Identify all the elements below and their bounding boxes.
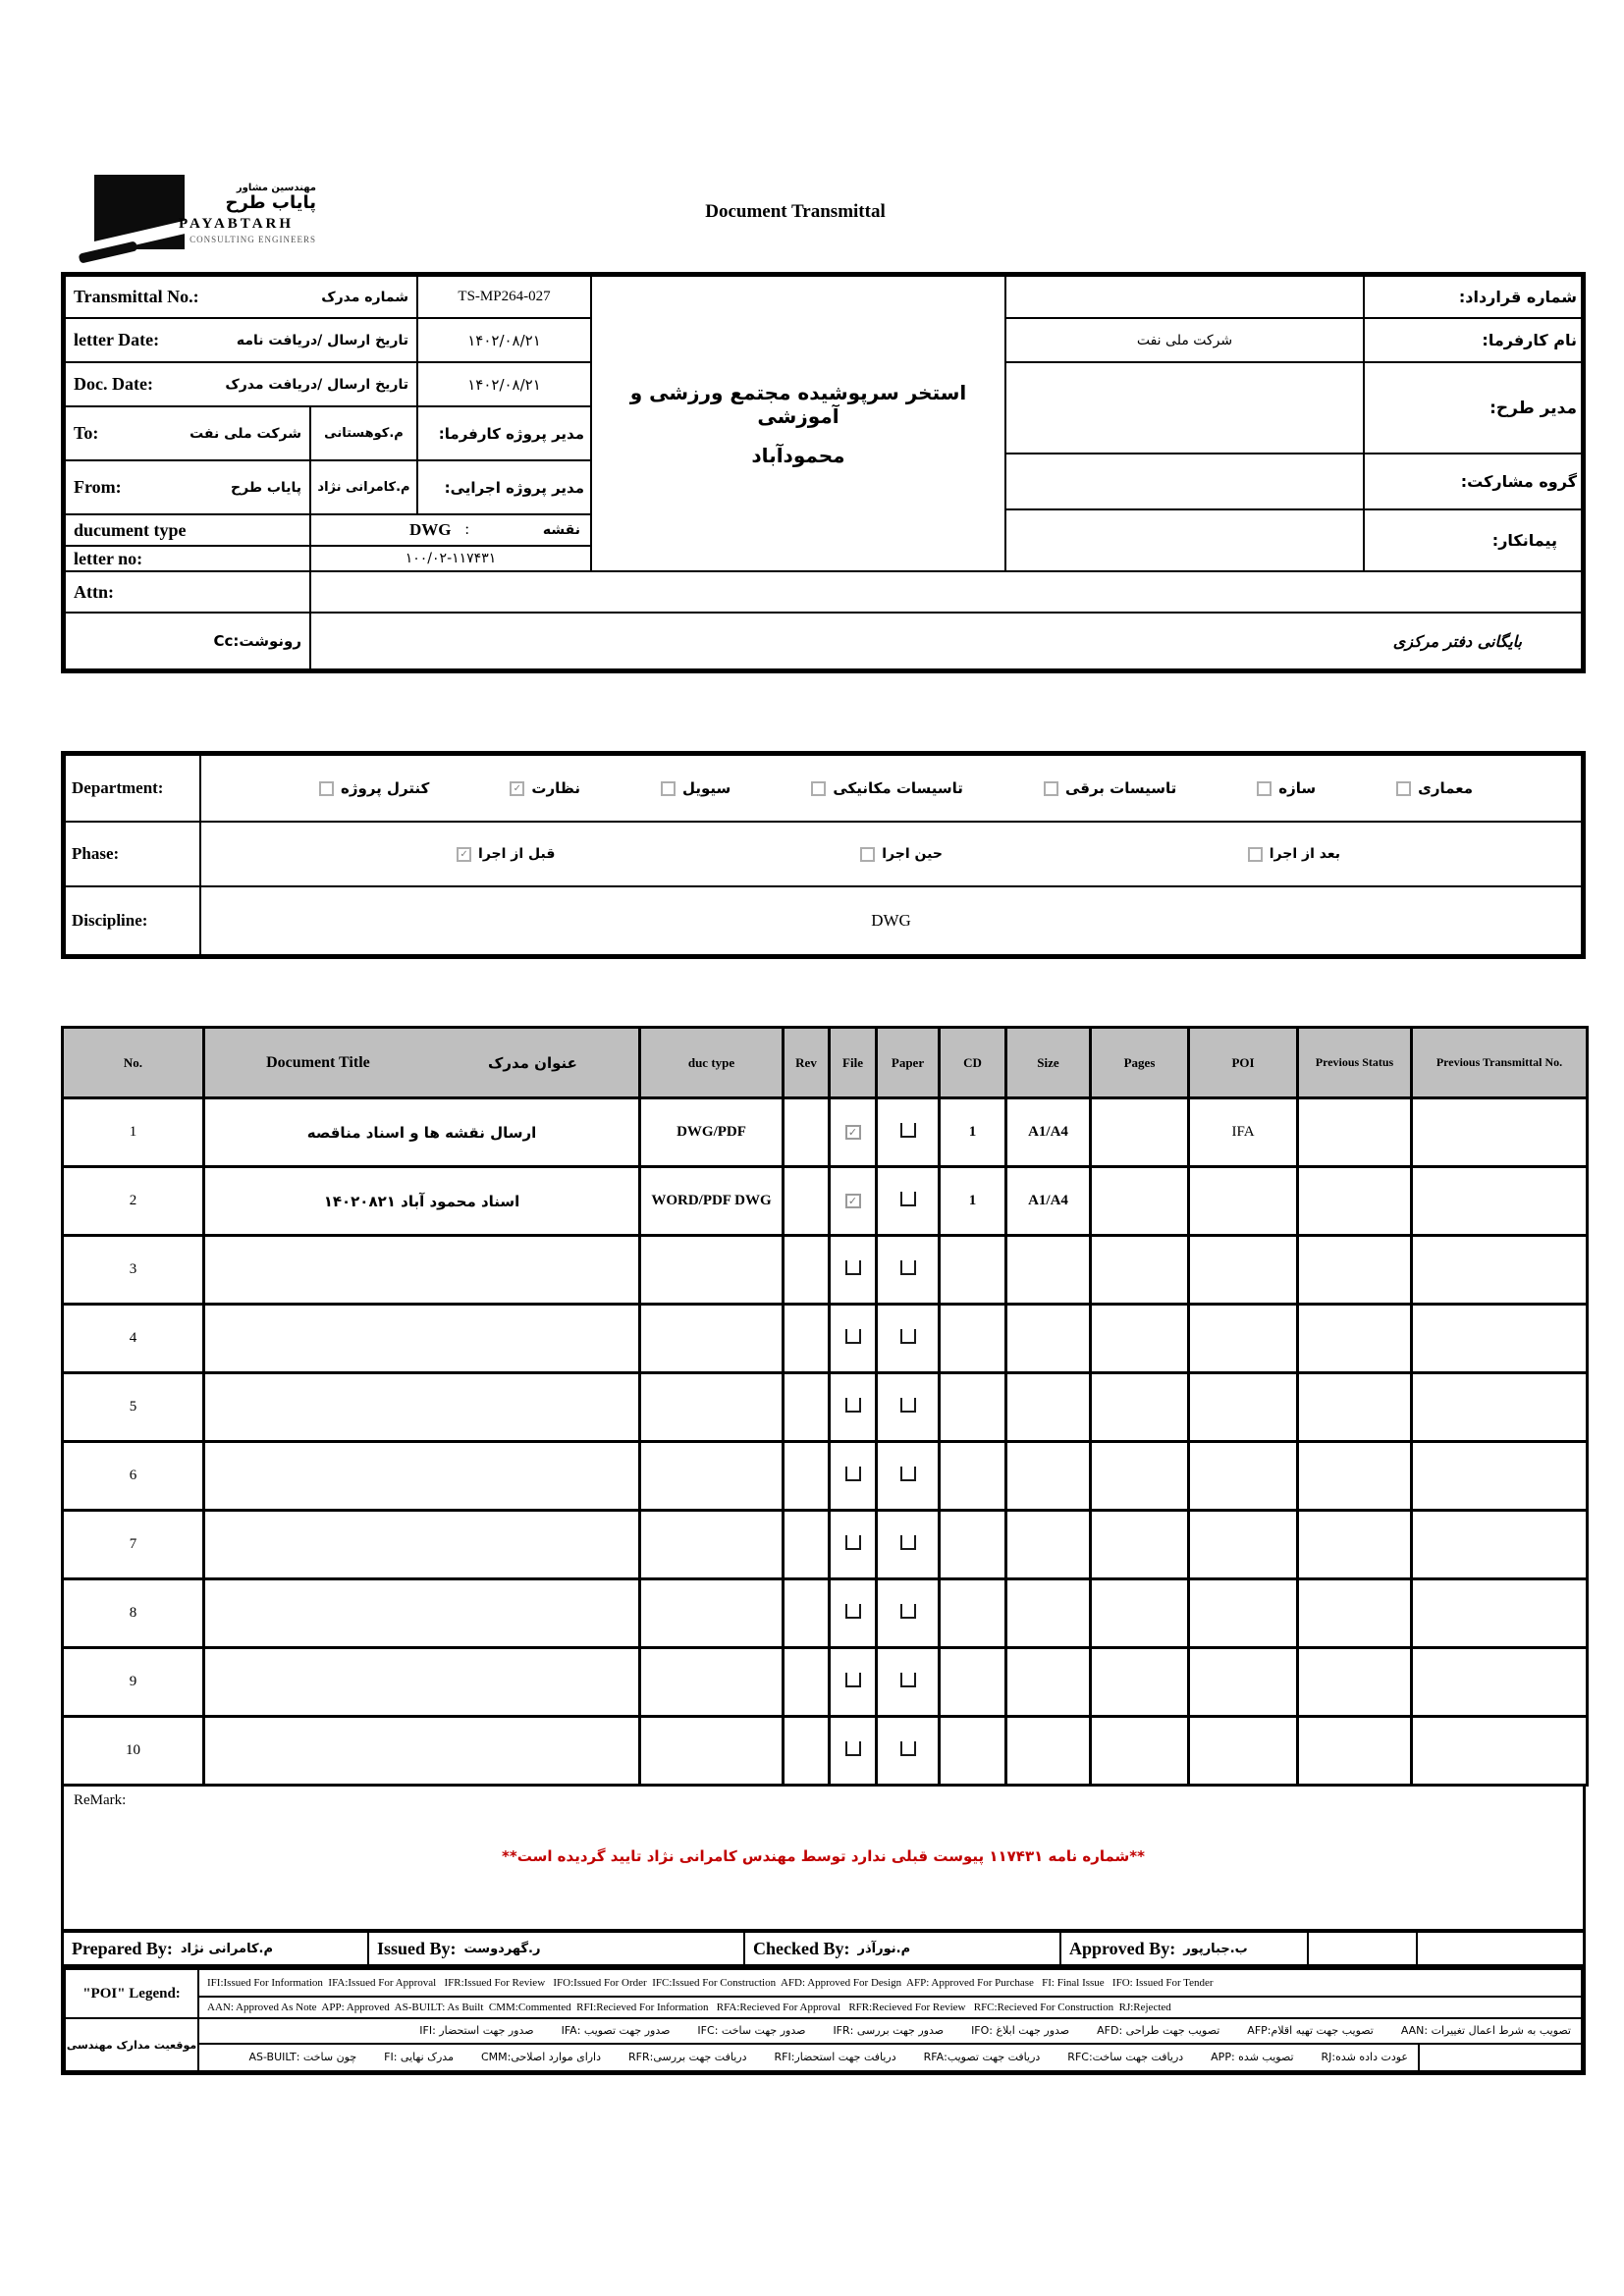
col-title <box>204 1028 640 1098</box>
contractor-label: پیمانکار: <box>1363 508 1583 572</box>
row-size <box>1006 1579 1091 1648</box>
logo-fa-name: پایاب طرح <box>225 192 316 213</box>
logo-en-name: PAYABTARH <box>179 216 295 232</box>
row-rev <box>784 1167 830 1236</box>
department-option <box>811 779 963 797</box>
row-prev-status <box>1298 1236 1412 1305</box>
row-no: 1 <box>63 1098 204 1167</box>
table-row <box>63 1373 1588 1442</box>
filters-table <box>61 751 1586 959</box>
approved-by-name: ب.جبارپور <box>1183 1941 1248 1956</box>
table-row <box>63 1442 1588 1511</box>
file-checkbox[interactable] <box>845 1535 861 1550</box>
table-row <box>63 1167 1588 1236</box>
row-no: 8 <box>63 1579 204 1648</box>
file-checkbox[interactable]: ✓ <box>845 1194 861 1208</box>
col-cd: CD <box>940 1028 1006 1098</box>
letter-date-label-en: letter Date: <box>74 330 160 349</box>
department-checkbox[interactable]: ✓ <box>510 781 524 796</box>
file-checkbox[interactable] <box>845 1329 861 1344</box>
approved-by-label: Approved By: <box>1069 1938 1176 1958</box>
row-ductype <box>640 1648 784 1717</box>
row-paper-cell <box>877 1305 940 1373</box>
row-ductype <box>640 1373 784 1442</box>
row-prev-transmittal <box>1412 1648 1588 1717</box>
remark-text: **شماره نامه ۱۱۷۴۳۱ پیوست قبلی ندارد توسط مهندس کامرانی نژاد تایید گردیده است** <box>502 1847 1145 1865</box>
row-size <box>1006 1236 1091 1305</box>
paper-checkbox[interactable] <box>900 1260 916 1275</box>
discipline-label-cell <box>64 885 201 956</box>
phase-option-label: حین اجرا <box>882 846 943 862</box>
department-option <box>1044 779 1176 797</box>
row-title <box>204 1717 640 1786</box>
row-poi <box>1189 1717 1298 1786</box>
paper-checkbox[interactable] <box>900 1398 916 1413</box>
row-poi <box>1189 1648 1298 1717</box>
row-paper-cell <box>877 1098 940 1167</box>
row-rev <box>784 1717 830 1786</box>
department-option-label: تاسیسات برقی <box>1064 779 1177 797</box>
letter-date-value: ۱۴۰۲/۰۸/۲۱ <box>416 317 592 363</box>
transmittal-no-value: TS-MP264-027 <box>416 275 592 319</box>
row-cd <box>940 1511 1006 1579</box>
issued-by-label: Issued By: <box>377 1938 457 1958</box>
col-no: No. <box>63 1028 204 1098</box>
phase-label-cell <box>64 821 201 887</box>
phase-option <box>860 846 943 862</box>
row-pages <box>1091 1511 1189 1579</box>
row-title <box>204 1648 640 1717</box>
row-ductype <box>640 1717 784 1786</box>
letter-no-label-cell <box>64 545 311 572</box>
row-prev-transmittal <box>1412 1717 1588 1786</box>
row-rev <box>784 1236 830 1305</box>
row-rev <box>784 1442 830 1511</box>
remark-label: ReMark: <box>74 1792 127 1808</box>
row-no: 9 <box>63 1648 204 1717</box>
row-prev-status <box>1298 1373 1412 1442</box>
row-prev-status <box>1298 1098 1412 1167</box>
department-options <box>199 754 1583 823</box>
phase-checkbox[interactable]: ✓ <box>457 847 471 862</box>
row-prev-transmittal <box>1412 1305 1588 1373</box>
row-cd <box>940 1579 1006 1648</box>
phase-checkbox[interactable] <box>860 847 875 862</box>
row-prev-transmittal <box>1412 1442 1588 1511</box>
row-file-cell <box>830 1717 877 1786</box>
letter-date-label-fa: تاریخ ارسال /دریافت نامه <box>236 332 408 348</box>
client-pm-label: مدیر پروژه کارفرما: <box>416 405 592 461</box>
signature-empty-cell <box>1309 1933 1418 1964</box>
doc-date-label-en: Doc. Date: <box>74 374 153 394</box>
header-table <box>61 272 1586 673</box>
row-poi <box>1189 1305 1298 1373</box>
document-type-colon: : <box>464 521 469 538</box>
checked-by-name: م.نورآذر <box>857 1941 911 1956</box>
row-prev-transmittal <box>1412 1579 1588 1648</box>
row-title <box>204 1373 640 1442</box>
logo-en-subtitle: CONSULTING ENGINEERS <box>189 235 316 244</box>
table-row <box>63 1579 1588 1648</box>
row-pages <box>1091 1579 1189 1648</box>
contractor-value <box>1004 508 1365 572</box>
doc-date-value: ۱۴۰۲/۰۸/۲۱ <box>416 361 592 407</box>
row-title <box>204 1305 640 1373</box>
row-poi <box>1189 1167 1298 1236</box>
department-option <box>1257 779 1316 797</box>
row-ductype <box>640 1511 784 1579</box>
legend-empty-cell <box>1418 2043 1583 2072</box>
row-pages <box>1091 1648 1189 1717</box>
legend-line-3: تصویب به شرط اعمال تغییرات :AAN تصویب جهت تهیه اقلام:AFP تصویب جهت طراحی :AFD صدور جهت ابلاغ :IFO صدور جهت بررسی :IFR صدور جهت ساخت :IFC صدور جهت تصویب :IFA صدور جهت استحضار :IFI <box>197 2017 1583 2045</box>
row-cd: 1 <box>940 1098 1006 1167</box>
row-title <box>204 1579 640 1648</box>
paper-checkbox[interactable] <box>900 1192 916 1206</box>
legend-line-1: IFI:Issued For Information IFA:Issued For Approval IFR:Issued For Review IFO:Issued For Order IFC:Issued For Construction AFD: Approved For Design AFP: Approved For Purchase FI: Final Issue IFO: Issued For Tender <box>197 1968 1583 1998</box>
row-rev <box>784 1098 830 1167</box>
from-cell <box>64 459 311 515</box>
row-size: A1/A4 <box>1006 1167 1091 1236</box>
department-option-label: نظارت <box>531 779 580 797</box>
project-title-line2: محمودآباد <box>751 443 845 467</box>
paper-checkbox[interactable] <box>900 1673 916 1687</box>
row-poi <box>1189 1579 1298 1648</box>
col-prev-transmittal: Previous Transmittal No. <box>1412 1028 1588 1098</box>
client-name-value: شرکت ملی نفت <box>1004 317 1365 363</box>
plan-manager-value <box>1004 361 1365 454</box>
prepared-by-label: Prepared By: <box>72 1938 173 1958</box>
plan-manager-label: مدیر طرح: <box>1363 361 1583 454</box>
department-checkbox[interactable] <box>1257 781 1272 796</box>
document-type-fa: نقشه <box>542 522 580 538</box>
department-option <box>510 779 580 797</box>
row-cd <box>940 1717 1006 1786</box>
from-person: م.کامرانی نژاد <box>309 459 418 515</box>
row-paper-cell <box>877 1579 940 1648</box>
document-type-label: ducument type <box>74 519 187 540</box>
row-ductype: DWG/PDF <box>640 1098 784 1167</box>
row-file-cell <box>830 1236 877 1305</box>
paper-checkbox[interactable] <box>900 1467 916 1481</box>
attn-value <box>309 570 1583 614</box>
cc-label: رونوشت:Cc <box>64 612 311 670</box>
to-person: م.کوهستانی <box>309 405 418 461</box>
row-ductype: WORD/PDF DWG <box>640 1167 784 1236</box>
department-checkbox[interactable] <box>1044 781 1058 796</box>
row-file-cell <box>830 1305 877 1373</box>
row-size: A1/A4 <box>1006 1098 1091 1167</box>
row-prev-transmittal <box>1412 1511 1588 1579</box>
file-checkbox[interactable] <box>845 1398 861 1413</box>
client-name-label: نام کارفرما: <box>1363 317 1583 363</box>
checked-by-cell <box>745 1933 1061 1964</box>
partnership-value <box>1004 453 1365 510</box>
row-file-cell <box>830 1648 877 1717</box>
row-poi <box>1189 1511 1298 1579</box>
row-rev <box>784 1648 830 1717</box>
row-no: 4 <box>63 1305 204 1373</box>
row-paper-cell <box>877 1717 940 1786</box>
issued-by-name: ر.گهردوست <box>463 1941 541 1956</box>
file-checkbox[interactable] <box>845 1467 861 1481</box>
row-paper-cell <box>877 1373 940 1442</box>
row-size <box>1006 1305 1091 1373</box>
row-prev-status <box>1298 1442 1412 1511</box>
row-rev <box>784 1579 830 1648</box>
document-type-value: DWG <box>409 520 452 539</box>
col-pages: Pages <box>1091 1028 1189 1098</box>
prepared-by-cell <box>64 1933 369 1964</box>
department-label: Department: <box>72 778 164 797</box>
department-label-cell <box>64 754 201 823</box>
row-prev-status <box>1298 1717 1412 1786</box>
row-cd <box>940 1648 1006 1717</box>
row-file-cell <box>830 1373 877 1442</box>
row-no: 3 <box>63 1236 204 1305</box>
file-checkbox[interactable]: ✓ <box>845 1125 861 1140</box>
department-checkbox[interactable] <box>661 781 676 796</box>
doc-status-label: موقعیت مدارک مهندسی <box>64 2017 199 2072</box>
department-option-label: معماری <box>1418 779 1473 797</box>
row-size <box>1006 1648 1091 1717</box>
row-paper-cell <box>877 1442 940 1511</box>
paper-checkbox[interactable] <box>900 1741 916 1756</box>
row-pages <box>1091 1717 1189 1786</box>
row-pages <box>1091 1305 1189 1373</box>
row-file-cell <box>830 1579 877 1648</box>
department-option <box>1396 779 1473 797</box>
department-checkbox[interactable] <box>319 781 334 796</box>
department-checkbox[interactable] <box>811 781 826 796</box>
legend-line-4: عودت داده شده:RJ تصویب شده :APP دریافت جهت ساخت:RFC دریافت جهت تصویب:RFA دریافت جهت استحضار:RFI دریافت جهت بررسی:RFR دارای موارد اصلاحی:CMM مدرک نهایی :FI چون ساخت :AS-BUILT <box>197 2043 1420 2072</box>
row-size <box>1006 1717 1091 1786</box>
row-paper-cell <box>877 1167 940 1236</box>
cc-value: بایگانی دفتر مرکزی <box>309 612 1583 670</box>
row-prev-status <box>1298 1167 1412 1236</box>
row-prev-status <box>1298 1579 1412 1648</box>
row-no: 2 <box>63 1167 204 1236</box>
row-pages <box>1091 1373 1189 1442</box>
row-poi <box>1189 1236 1298 1305</box>
col-title-en: Document Title <box>266 1053 370 1071</box>
department-option <box>661 779 731 797</box>
logo-fa-tagline: مهندسین مشاور <box>236 183 316 193</box>
table-row <box>63 1098 1588 1167</box>
row-title <box>204 1511 640 1579</box>
row-prev-transmittal <box>1412 1098 1588 1167</box>
discipline-label: Discipline: <box>72 911 148 930</box>
row-cd <box>940 1236 1006 1305</box>
row-size <box>1006 1442 1091 1511</box>
logo-text-block <box>179 183 316 244</box>
col-file: File <box>830 1028 877 1098</box>
row-rev <box>784 1305 830 1373</box>
department-option-label: تاسیسات مکانیکی <box>833 779 963 797</box>
phase-label: Phase: <box>72 844 120 863</box>
row-rev <box>784 1373 830 1442</box>
file-checkbox[interactable] <box>845 1260 861 1275</box>
contract-no-label: شماره قرارداد: <box>1363 275 1583 319</box>
attn-label: Attn: <box>74 581 114 602</box>
remark-section <box>61 1784 1586 1932</box>
project-title-line1: استخر سرپوشیده مجتمع ورزشی و آموزشی <box>629 380 967 428</box>
row-prev-transmittal <box>1412 1373 1588 1442</box>
row-ductype <box>640 1305 784 1373</box>
row-prev-transmittal <box>1412 1236 1588 1305</box>
phase-option-label: بعد از اجرا <box>1269 846 1340 862</box>
approved-by-cell <box>1061 1933 1309 1964</box>
file-checkbox[interactable] <box>845 1741 861 1756</box>
row-paper-cell <box>877 1648 940 1717</box>
row-file-cell <box>830 1098 877 1167</box>
row-prev-status <box>1298 1511 1412 1579</box>
col-ductype: duc type <box>640 1028 784 1098</box>
row-file-cell <box>830 1167 877 1236</box>
row-rev <box>784 1511 830 1579</box>
row-cd <box>940 1442 1006 1511</box>
row-ductype <box>640 1442 784 1511</box>
project-title-cell <box>590 275 1006 572</box>
row-cd: 1 <box>940 1167 1006 1236</box>
paper-checkbox[interactable] <box>900 1329 916 1344</box>
page-title: Document Transmittal <box>705 201 886 222</box>
payabtarh-logo-icon <box>94 175 185 249</box>
doc-table-header-row <box>63 1028 1588 1098</box>
signature-row <box>61 1930 1586 1967</box>
row-pages <box>1091 1442 1189 1511</box>
row-title: ارسال نقشه ها و اسناد مناقصه <box>204 1098 640 1167</box>
paper-checkbox[interactable] <box>900 1604 916 1619</box>
row-ductype <box>640 1579 784 1648</box>
department-option-label: سیویل <box>681 779 731 797</box>
to-company: شرکت ملی نفت <box>189 425 301 442</box>
partnership-label: گروه مشارکت: <box>1363 453 1583 510</box>
prepared-by-name: م.کامرانی نژاد <box>180 1941 273 1956</box>
department-option-label: سازه <box>1278 779 1317 797</box>
signature-empty-cell <box>1418 1933 1583 1964</box>
row-pages <box>1091 1236 1189 1305</box>
row-no: 7 <box>63 1511 204 1579</box>
doc-date-label-fa: تاریخ ارسال /دریافت مدرک <box>225 376 408 393</box>
letter-no-value: ۱۰۰/۰۲-۱۱۷۴۳۱ <box>309 545 592 572</box>
row-prev-status <box>1298 1305 1412 1373</box>
transmittal-no-label-fa: شماره مدرک <box>321 289 408 305</box>
col-paper: Paper <box>877 1028 940 1098</box>
row-no: 6 <box>63 1442 204 1511</box>
file-checkbox[interactable] <box>845 1673 861 1687</box>
doc-date-label-cell <box>64 361 418 407</box>
phase-option <box>1248 846 1340 862</box>
letter-date-label-cell <box>64 317 418 363</box>
file-checkbox[interactable] <box>845 1604 861 1619</box>
contract-no-value <box>1004 275 1365 319</box>
row-poi: IFA <box>1189 1098 1298 1167</box>
row-file-cell <box>830 1442 877 1511</box>
transmittal-no-label-cell <box>64 275 418 319</box>
table-row <box>63 1511 1588 1579</box>
logo-swoosh-icon <box>94 212 185 249</box>
row-no: 10 <box>63 1717 204 1786</box>
col-title-fa: عنوان مدرک <box>487 1053 577 1072</box>
table-row <box>63 1305 1588 1373</box>
row-paper-cell <box>877 1236 940 1305</box>
row-poi <box>1189 1373 1298 1442</box>
department-checkbox[interactable] <box>1396 781 1411 796</box>
poi-legend-section <box>61 1965 1586 2075</box>
row-pages <box>1091 1167 1189 1236</box>
row-no: 5 <box>63 1373 204 1442</box>
row-title: اسناد محمود آباد ۱۴۰۲۰۸۲۱ <box>204 1167 640 1236</box>
row-paper-cell <box>877 1511 940 1579</box>
executive-pm-label: مدیر پروژه اجرایی: <box>416 459 592 515</box>
department-option-label: کنترل پروژه <box>341 779 430 797</box>
row-title <box>204 1236 640 1305</box>
department-option <box>319 779 429 797</box>
row-cd <box>940 1373 1006 1442</box>
col-size: Size <box>1006 1028 1091 1098</box>
row-ductype <box>640 1236 784 1305</box>
poi-legend-label: "POI" Legend: <box>64 1968 199 2019</box>
row-pages <box>1091 1098 1189 1167</box>
issued-by-cell <box>369 1933 745 1964</box>
row-file-cell <box>830 1511 877 1579</box>
legend-line-2: AAN: Approved As Note APP: Approved AS-BUILT: As Built CMM:Commented RFI:Recieved For Information RFA:Recieved For Approval RFR:Recieved For Review RFC:Recieved For Construction RJ:Rejected <box>197 1996 1583 2019</box>
row-title <box>204 1442 640 1511</box>
col-rev: Rev <box>784 1028 830 1098</box>
from-company: پایاب طرح <box>231 479 301 496</box>
letter-no-label: letter no: <box>74 548 143 568</box>
discipline-value: DWG <box>199 885 1583 956</box>
col-prev-status: Previous Status <box>1298 1028 1412 1098</box>
document-list-table <box>61 1026 1589 1787</box>
checked-by-label: Checked By: <box>753 1938 850 1958</box>
table-row <box>63 1648 1588 1717</box>
table-row <box>63 1236 1588 1305</box>
to-cell <box>64 405 311 461</box>
phase-option <box>457 846 555 862</box>
transmittal-no-label-en: Transmittal No.: <box>74 287 199 306</box>
row-prev-transmittal <box>1412 1167 1588 1236</box>
row-poi <box>1189 1442 1298 1511</box>
table-row <box>63 1717 1588 1786</box>
phase-options <box>199 821 1583 887</box>
row-cd <box>940 1305 1006 1373</box>
paper-checkbox[interactable] <box>900 1535 916 1550</box>
paper-checkbox[interactable] <box>900 1123 916 1138</box>
attn-label-cell <box>64 570 311 614</box>
row-size <box>1006 1373 1091 1442</box>
from-label: From: <box>74 477 122 497</box>
document-type-label-cell <box>64 513 311 547</box>
document-type-value-cell <box>309 513 592 547</box>
row-prev-status <box>1298 1648 1412 1717</box>
row-size <box>1006 1511 1091 1579</box>
phase-option-label: قبل از اجرا <box>478 846 556 862</box>
to-label: To: <box>74 423 99 443</box>
col-poi: POI <box>1189 1028 1298 1098</box>
phase-checkbox[interactable] <box>1248 847 1263 862</box>
